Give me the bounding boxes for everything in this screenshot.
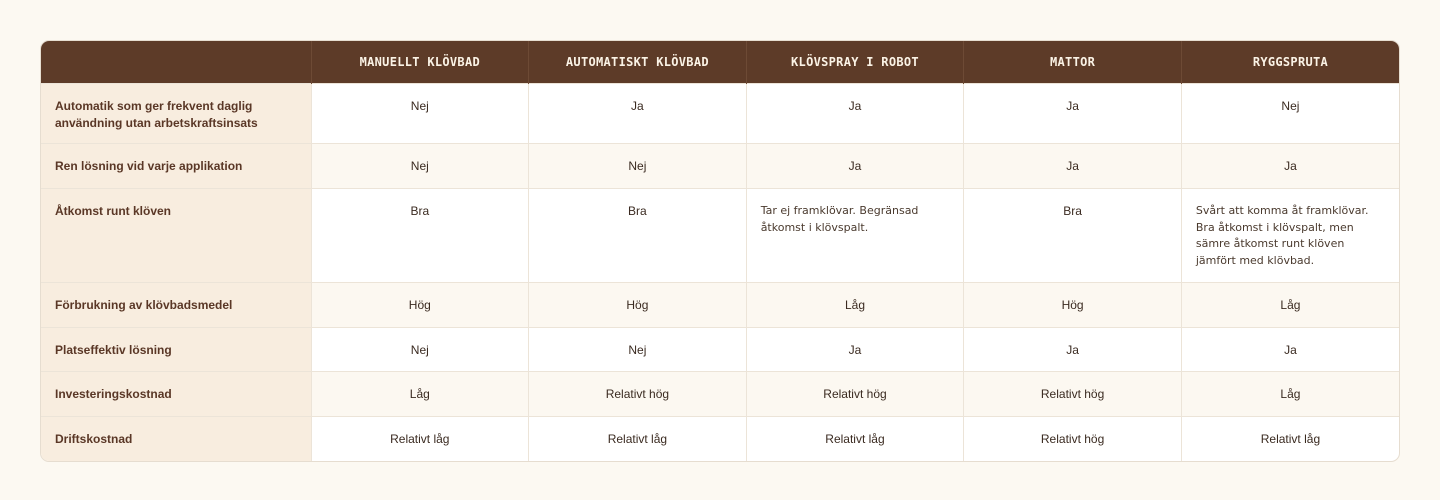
table-cell: Hög [529, 283, 747, 328]
table-cell: Relativt hög [529, 372, 747, 417]
table-row [41, 372, 1399, 417]
row-label: Investeringskostnad [41, 372, 311, 417]
table-cell: Relativt hög [746, 372, 964, 417]
table-cell: Nej [529, 328, 747, 372]
table-cell: Nej [311, 328, 529, 372]
table-cell: Ja [746, 144, 964, 189]
table-cell: Nej [529, 144, 747, 189]
table-row [41, 417, 1399, 461]
table-cell: Ja [1181, 328, 1399, 372]
header-ryggspruta: RYGGSPRUTA [1181, 41, 1399, 84]
row-label: Driftskostnad [41, 417, 311, 461]
table-cell: Ja [964, 84, 1182, 144]
header-automatiskt-klovbad: AUTOMATISKT KLÖVBAD [529, 41, 747, 84]
table-cell: Relativt hög [964, 372, 1182, 417]
table-cell: Relativt låg [746, 417, 964, 461]
table-cell: Bra [964, 189, 1182, 283]
header-manuellt-klovbad: MANUELLT KLÖVBAD [311, 41, 529, 84]
table-row [41, 144, 1399, 189]
table-cell: Ja [964, 328, 1182, 372]
table-cell: Hög [964, 283, 1182, 328]
comparison-table [40, 40, 1400, 462]
table-cell: Bra [311, 189, 529, 283]
header-mattor: MATTOR [964, 41, 1182, 84]
table-header-row [41, 41, 1399, 84]
table-cell: Låg [1181, 372, 1399, 417]
table-cell: Låg [1181, 283, 1399, 328]
table-cell: Ja [529, 84, 747, 144]
table-cell: Hög [311, 283, 529, 328]
table-row [41, 283, 1399, 328]
table-cell: Bra [529, 189, 747, 283]
table-cell: Låg [311, 372, 529, 417]
table-row [41, 84, 1399, 144]
row-label: Ren lösning vid varje applikation [41, 144, 311, 189]
header-empty [41, 41, 311, 84]
table-cell: Ja [964, 144, 1182, 189]
table-cell: Nej [1181, 84, 1399, 144]
comparison-table-grid [41, 41, 1399, 461]
table-cell: Relativt låg [1181, 417, 1399, 461]
table-row [41, 328, 1399, 372]
row-label: Åtkomst runt klöven [41, 189, 311, 283]
table-cell: Relativt hög [964, 417, 1182, 461]
table-cell: Svårt att komma åt framklövar. Bra åtkomst i klövspalt, men sämre åtkomst runt klöven jämfört med klövbad. [1181, 189, 1399, 283]
table-cell: Ja [746, 84, 964, 144]
table-row [41, 189, 1399, 283]
table-cell: Ja [746, 328, 964, 372]
table-cell: Relativt låg [529, 417, 747, 461]
row-label: Automatik som ger frekvent daglig användning utan arbetskraftsinsats [41, 84, 311, 144]
table-cell: Nej [311, 144, 529, 189]
table-cell: Tar ej framklövar. Begränsad åtkomst i klövspalt. [746, 189, 964, 283]
table-cell: Låg [746, 283, 964, 328]
row-label: Förbrukning av klövbadsmedel [41, 283, 311, 328]
table-cell: Nej [311, 84, 529, 144]
row-label: Platseffektiv lösning [41, 328, 311, 372]
header-klovspray-i-robot: KLÖVSPRAY I ROBOT [746, 41, 964, 84]
table-cell: Ja [1181, 144, 1399, 189]
table-cell: Relativt låg [311, 417, 529, 461]
